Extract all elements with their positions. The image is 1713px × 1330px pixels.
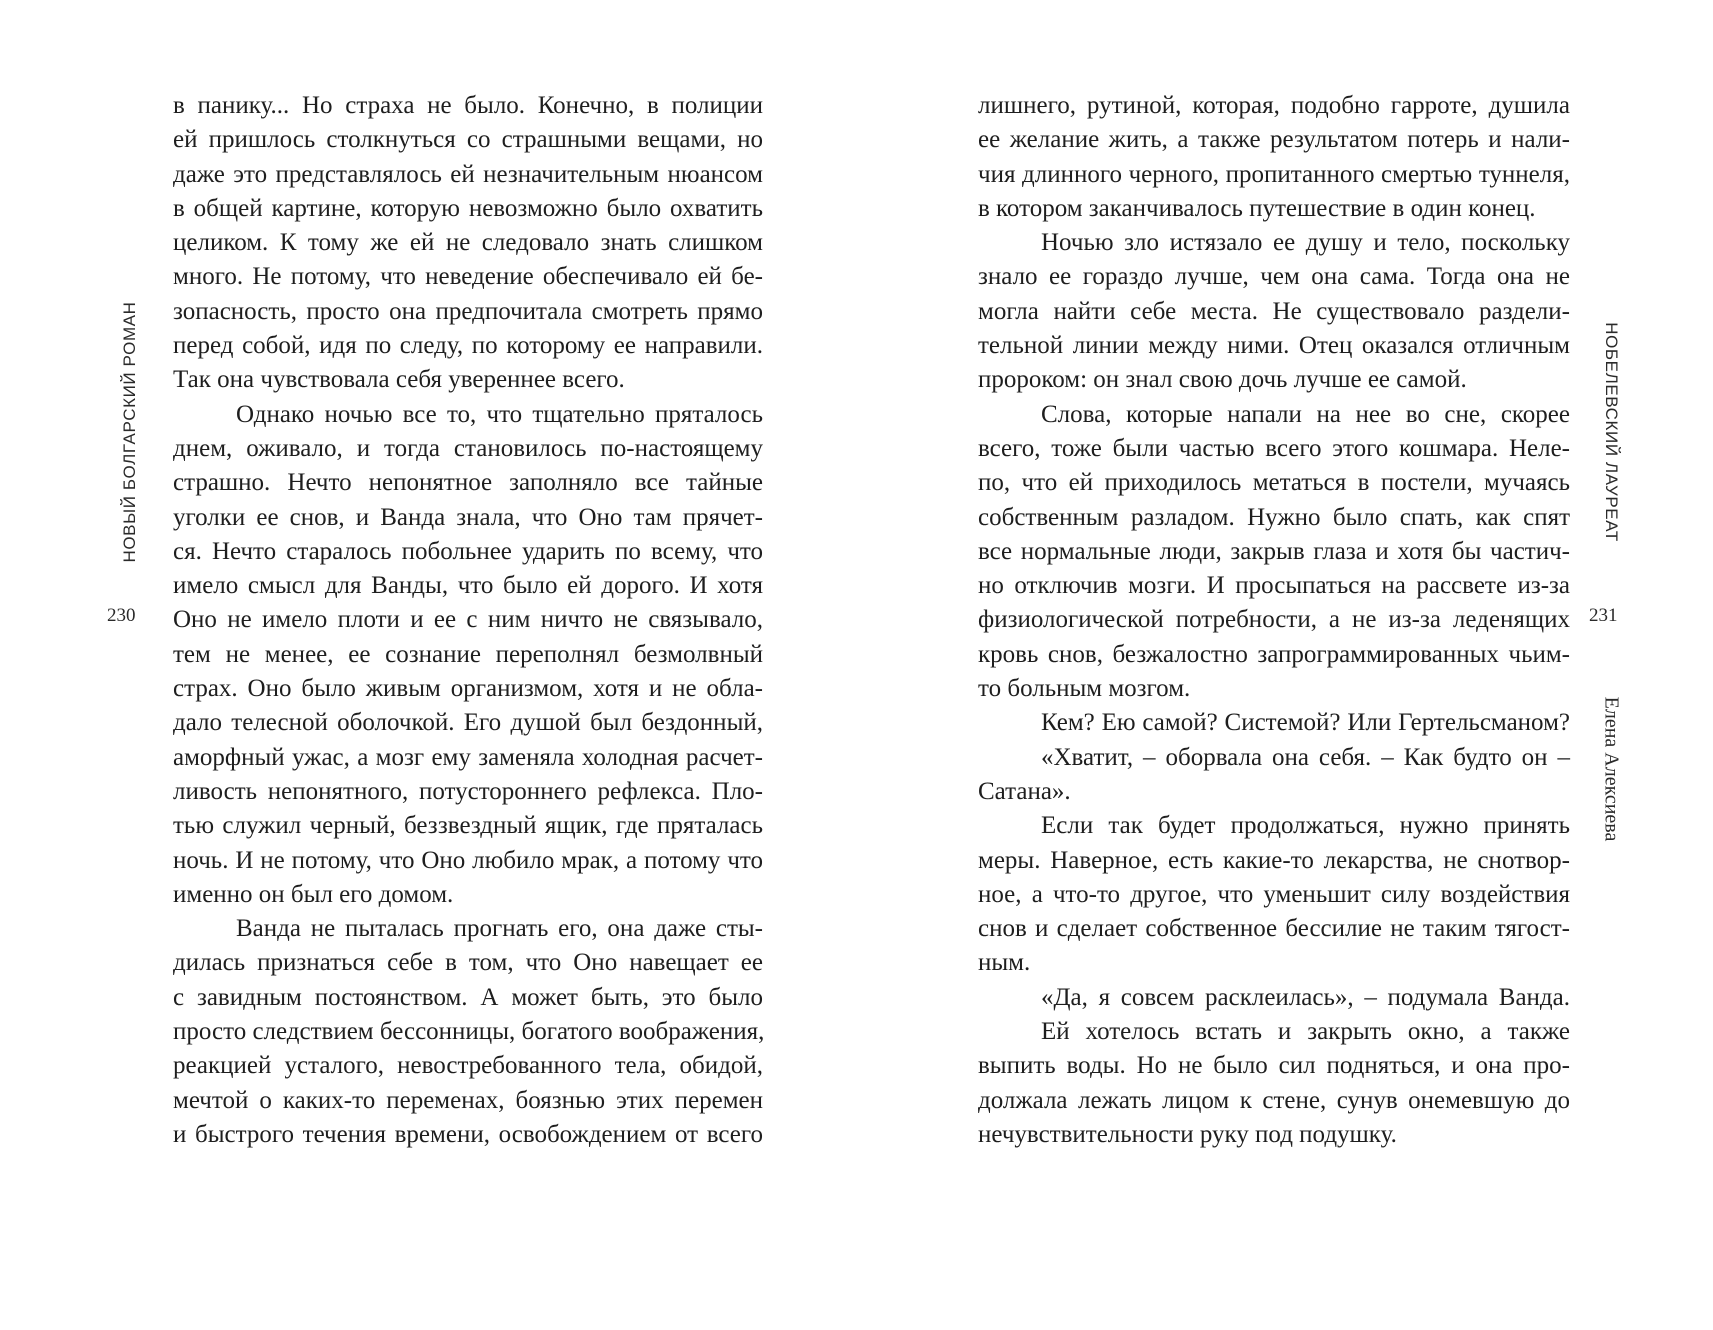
text-line: снов и сделает собственное бессилие не таким тягост- [978,915,1570,943]
text-line: в панику... Но страха не было. Конечно, в полиции [173,92,763,119]
text-line: пророком: он знал свою дочь лучше ее самой. [978,366,1467,394]
text-line: ное, а что-то другое, что уменьшит силу воздействия [978,880,1570,908]
text-line: лишнего, рутиной, которая, подобно гарроте, душила [978,92,1570,119]
text-line: меры. Наверное, есть какие-то лекарства, не снотвор- [978,846,1570,874]
text-line: страх. Оно было живым организмом, хотя и не обла- [173,675,763,703]
author-name: Елена Алексиева [1600,696,1623,842]
text-line: по, что ей приходилось метаться в постели, мучаясь [978,469,1570,497]
text-line: Слова, которые напали на нее во сне, скорее [1041,400,1570,428]
text-line: в котором заканчивалось путешествие в один конец. [978,194,1536,222]
text-line: дилась признаться себе в том, что Оно навещает ее [173,949,763,977]
text-line: знало ее гораздо лучше, чем она сама. Тогда она не [978,263,1570,291]
text-line: с завидным постоянством. А может быть, это было [173,983,763,1011]
text-line: дало телесной оболочкой. Его душой был бездонный, [173,709,763,737]
text-line: Однако ночью все то, что тщательно пряталось [236,400,763,428]
text-line: всего, тоже были частью всего этого кошмара. Неле- [978,434,1570,462]
left-running-head: НОВЫЙ БОЛГАРСКИЙ РОМАН [120,301,139,563]
text-line: аморфный ужас, а мозг ему заменяла холодная расчет- [173,743,763,771]
text-line: ся. Нечто старалось побольнее ударить по всему, что [173,537,763,565]
text-line: тем не менее, ее сознание переполнял безмолвный [173,640,763,668]
text-line: «Хватит, – оборвала она себя. – Как будто он – [1041,743,1570,771]
text-line: Так она чувствовала себя увереннее всего. [173,366,625,394]
text-line: ночь. И не потому, что Оно любило мрак, а потому что [173,846,763,874]
text-line: Ночью зло истязало ее душу и тело, поскольку [1041,229,1570,257]
text-line: тью служил черный, беззвездный ящик, где пряталась [173,812,763,840]
text-line: ным. [978,949,1031,977]
text-line: даже это представлялось ей незначительным нюансом [173,160,763,188]
text-line: должала лежать лицом к стене, сунув онемевшую до [978,1086,1570,1114]
text-line: уголки ее снов, и Ванда знала, что Оно там прячет- [173,503,763,531]
left-page-number: 230 [107,605,136,626]
text-line: страшно. Нечто непонятное заполняло все тайные [173,469,763,497]
text-line: зопасность, просто она предпочитала смотреть прямо [173,297,763,325]
text-line: в общей картине, которую невозможно было охватить [173,194,763,222]
text-line: днем, оживало, и тогда становилось по-настоящему [173,434,763,462]
text-line: но отключив мозги. И просыпаться на рассвете из-за [978,572,1570,600]
text-line: то больным мозгом. [978,675,1191,703]
right-running-head: НОБЕЛЕВСКИЙ ЛАУРЕАТ [1602,322,1621,542]
text-line: выпить воды. Но не было сил подняться, и она про- [978,1052,1570,1080]
text-line: собственным разладом. Нужно было спать, как спят [978,503,1570,531]
text-line: целиком. К тому же ей не следовало знать слишком [173,229,763,257]
text-line: чия длинного черного, пропитанного смертью туннеля, [978,160,1570,188]
text-line: и быстрого течения времени, освобождением от всего [173,1120,763,1148]
text-line: «Да, я совсем расклеилась», – подумала Ванда. [1041,983,1570,1011]
text-line: кровь снов, безжалостно запрограммированных чьим- [978,640,1570,668]
text-line: Если так будет продолжаться, нужно принять [1041,812,1570,840]
text-line: физиологической потребности, а не из-за леденящих [978,606,1570,634]
text-line: ливость непонятного, потустороннего рефлекса. Пло- [173,777,763,805]
text-line: Ванда не пыталась прогнать его, она даже сты- [236,915,763,943]
text-line: реакцией усталого, невостребованного тела, обидой, [173,1052,763,1080]
text-line: Кем? Ею самой? Системой? Или Гертельсманом? [1041,709,1570,737]
left-page-text [173,89,763,1152]
text-line: имело смысл для Ванды, что было ей дорого. И хотя [173,572,763,600]
text-line: Сатана». [978,777,1071,805]
text-line: ей пришлось столкнуться со страшными вещами, но [173,126,763,154]
text-line: перед собой, идя по следу, по которому ее направили. [173,332,763,360]
text-line: много. Не потому, что неведение обеспечивало ей бе- [173,263,763,291]
text-line: просто следствием бессонницы, богатого воображения, [173,1018,765,1046]
text-line: нечувствительности руку под подушку. [978,1120,1397,1148]
text-line: именно он был его домом. [173,880,454,908]
text-line: мечтой о каких-то переменах, боязнью этих перемен [173,1086,763,1114]
text-line: ее желание жить, а также результатом потерь и нали- [978,126,1570,154]
text-line: Ей хотелось встать и закрыть окно, а также [1041,1018,1570,1046]
text-line: Оно не имело плоти и ее с ним ничто не связывало, [173,606,763,634]
text-line: тельной линии между ними. Отец оказался отличным [978,332,1570,360]
text-line: могла найти себе места. Не существовало раздели- [978,297,1570,325]
right-page-text [978,89,1570,1152]
right-page-number: 231 [1589,605,1618,626]
text-line: все нормальные люди, закрыв глаза и хотя бы частич- [978,537,1570,565]
